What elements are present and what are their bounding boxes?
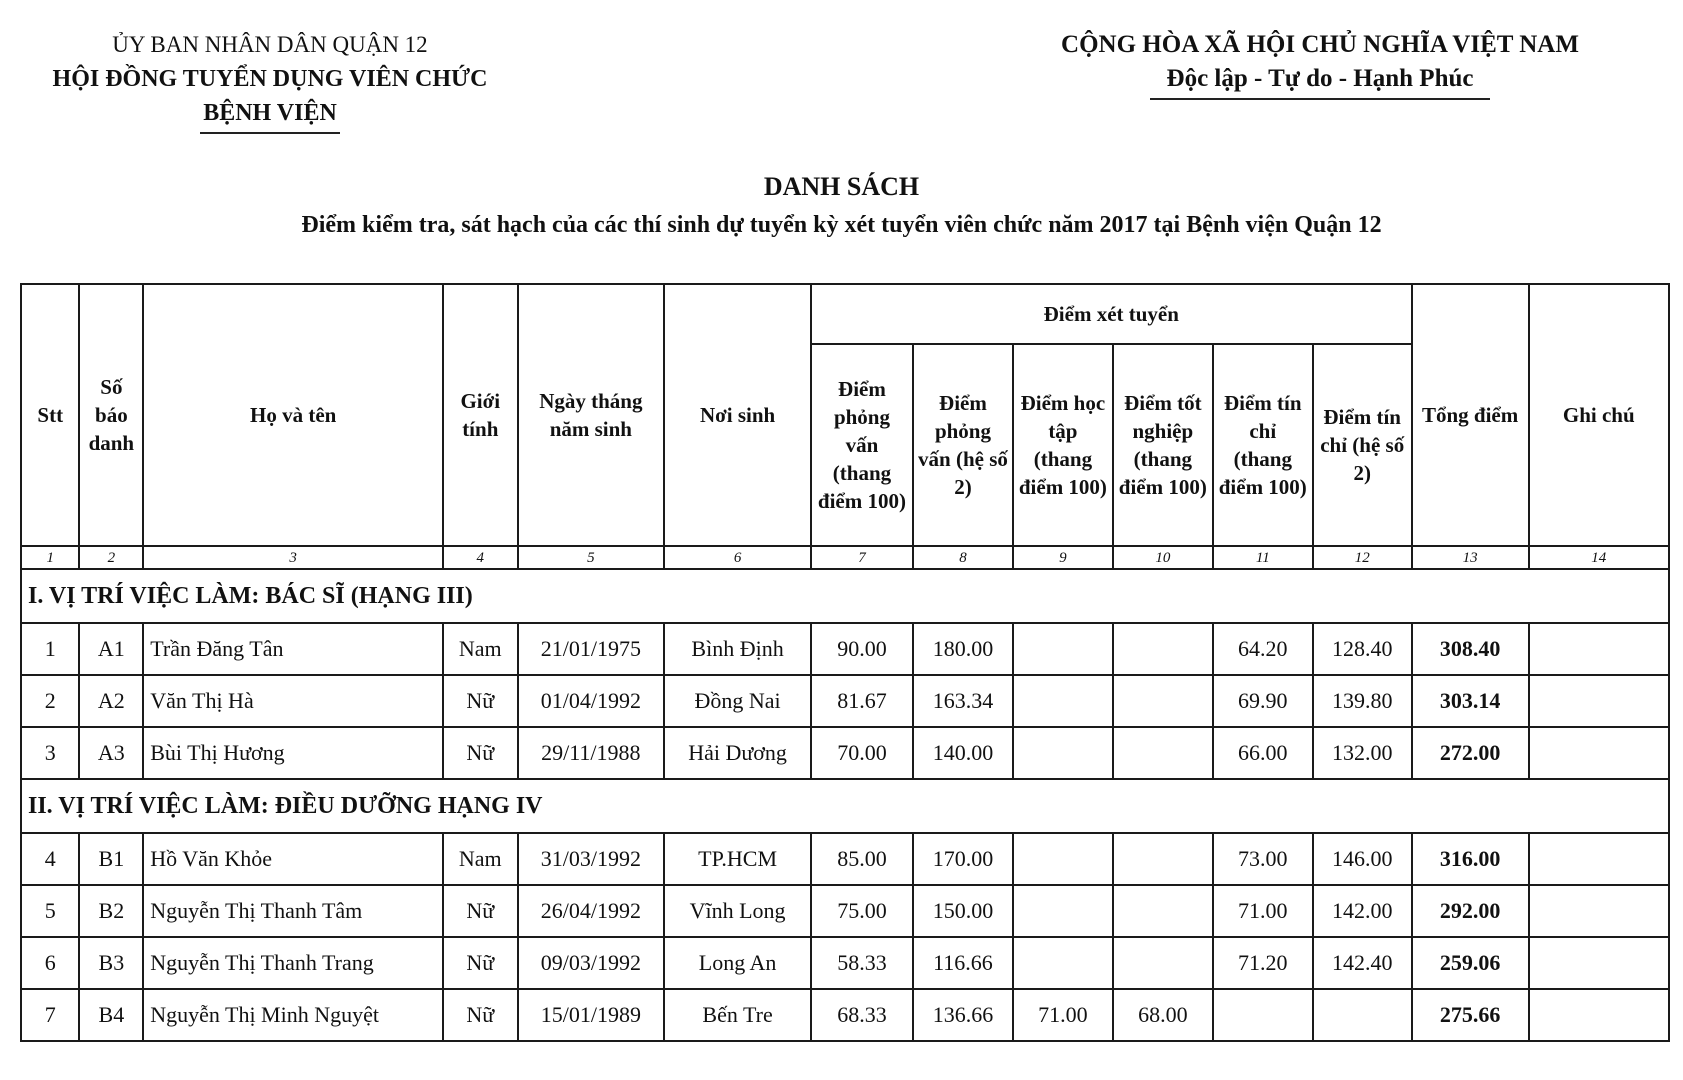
cell-birthplace: Vĩnh Long — [664, 885, 811, 937]
issuer-hospital: BỆNH VIỆN — [203, 100, 337, 126]
cell-dob: 21/01/1975 — [518, 623, 665, 675]
column-number-row — [21, 546, 1669, 569]
cell-note — [1529, 675, 1669, 727]
column-number: 11 — [1213, 546, 1313, 569]
cell-credit: 71.20 — [1213, 937, 1313, 989]
national-header — [1040, 28, 1600, 100]
cell-birthplace: TP.HCM — [664, 833, 811, 885]
cell-stt: 1 — [21, 623, 79, 675]
cell-gender: Nữ — [443, 937, 517, 989]
cell-birthplace: Hải Dương — [664, 727, 811, 779]
column-number: 2 — [79, 546, 143, 569]
column-number: 6 — [664, 546, 811, 569]
cell-interview: 70.00 — [811, 727, 913, 779]
cell-sbd: A1 — [79, 623, 143, 675]
cell-graduation — [1113, 833, 1213, 885]
header-birthplace: Nơi sinh — [664, 284, 811, 546]
cell-graduation: 68.00 — [1113, 989, 1213, 1041]
cell-dob: 15/01/1989 — [518, 989, 665, 1041]
cell-name: Văn Thị Hà — [143, 675, 443, 727]
cell-interview2: 136.66 — [913, 989, 1013, 1041]
section-row — [21, 779, 1669, 833]
national-motto: Độc lập - Tự do - Hạnh Phúc — [1166, 65, 1474, 92]
header-name: Họ và tên — [143, 284, 443, 546]
cell-study — [1013, 727, 1113, 779]
column-number: 3 — [143, 546, 443, 569]
cell-graduation — [1113, 885, 1213, 937]
cell-credit2: 142.40 — [1313, 937, 1412, 989]
cell-credit: 66.00 — [1213, 727, 1313, 779]
cell-credit2: 146.00 — [1313, 833, 1412, 885]
cell-credit: 64.20 — [1213, 623, 1313, 675]
cell-graduation — [1113, 675, 1213, 727]
cell-sbd: A2 — [79, 675, 143, 727]
header-interview: Điểm phỏng vấn (thang điểm 100) — [811, 344, 913, 546]
table-row — [21, 833, 1669, 885]
cell-total: 275.66 — [1412, 989, 1529, 1041]
cell-credit2: 142.00 — [1313, 885, 1412, 937]
cell-credit2: 139.80 — [1313, 675, 1412, 727]
cell-gender: Nam — [443, 623, 517, 675]
cell-name: Nguyễn Thị Thanh Tâm — [143, 885, 443, 937]
issuer-council: HỘI ĐỒNG TUYỂN DỤNG VIÊN CHỨC — [52, 66, 488, 92]
header-credit: Điểm tín chỉ (thang điểm 100) — [1213, 344, 1313, 546]
cell-stt: 7 — [21, 989, 79, 1041]
header-total: Tổng điểm — [1412, 284, 1529, 546]
header-interview2: Điểm phỏng vấn (hệ số 2) — [913, 344, 1013, 546]
cell-sbd: B3 — [79, 937, 143, 989]
header-credit2: Điểm tín chỉ (hệ số 2) — [1313, 344, 1412, 546]
header-study: Điểm học tập (thang điểm 100) — [1013, 344, 1113, 546]
cell-birthplace: Bến Tre — [664, 989, 811, 1041]
cell-sbd: B1 — [79, 833, 143, 885]
cell-credit: 71.00 — [1213, 885, 1313, 937]
cell-gender: Nữ — [443, 989, 517, 1041]
issuer-header — [20, 28, 520, 134]
cell-credit: 73.00 — [1213, 833, 1313, 885]
cell-birthplace: Long An — [664, 937, 811, 989]
cell-total: 316.00 — [1412, 833, 1529, 885]
section-title: I. VỊ TRÍ VIỆC LÀM: BÁC SĨ (HẠNG III) — [21, 569, 1669, 623]
cell-dob: 31/03/1992 — [518, 833, 665, 885]
cell-graduation — [1113, 937, 1213, 989]
cell-dob: 26/04/1992 — [518, 885, 665, 937]
cell-note — [1529, 885, 1669, 937]
cell-stt: 5 — [21, 885, 79, 937]
cell-interview: 85.00 — [811, 833, 913, 885]
cell-dob: 29/11/1988 — [518, 727, 665, 779]
cell-note — [1529, 989, 1669, 1041]
cell-credit2: 132.00 — [1313, 727, 1412, 779]
cell-interview: 58.33 — [811, 937, 913, 989]
cell-name: Trần Đăng Tân — [143, 623, 443, 675]
cell-interview: 90.00 — [811, 623, 913, 675]
cell-interview2: 140.00 — [913, 727, 1013, 779]
table-row — [21, 675, 1669, 727]
cell-interview2: 170.00 — [913, 833, 1013, 885]
cell-stt: 2 — [21, 675, 79, 727]
cell-credit — [1213, 989, 1313, 1041]
header-note: Ghi chú — [1529, 284, 1669, 546]
cell-stt: 3 — [21, 727, 79, 779]
cell-name: Nguyễn Thị Thanh Trang — [143, 937, 443, 989]
column-number: 1 — [21, 546, 79, 569]
cell-dob: 01/04/1992 — [518, 675, 665, 727]
cell-gender: Nữ — [443, 675, 517, 727]
cell-birthplace: Bình Định — [664, 623, 811, 675]
cell-study — [1013, 885, 1113, 937]
cell-gender: Nữ — [443, 885, 517, 937]
cell-interview: 81.67 — [811, 675, 913, 727]
table-row — [21, 727, 1669, 779]
cell-gender: Nữ — [443, 727, 517, 779]
cell-total: 272.00 — [1412, 727, 1529, 779]
header-score-group: Điểm xét tuyển — [811, 284, 1412, 344]
national-name: CỘNG HÒA XÃ HỘI CHỦ NGHĨA VIỆT NAM — [1061, 31, 1579, 58]
column-number: 13 — [1412, 546, 1529, 569]
header-graduation: Điểm tốt nghiệp (thang điểm 100) — [1113, 344, 1213, 546]
cell-name: Nguyễn Thị Minh Nguyệt — [143, 989, 443, 1041]
cell-study: 71.00 — [1013, 989, 1113, 1041]
column-number: 5 — [518, 546, 665, 569]
header-sbd: Số báo danh — [79, 284, 143, 546]
column-number: 7 — [811, 546, 913, 569]
cell-interview: 68.33 — [811, 989, 913, 1041]
cell-study — [1013, 675, 1113, 727]
header-row — [21, 284, 1669, 344]
cell-graduation — [1113, 727, 1213, 779]
cell-sbd: B2 — [79, 885, 143, 937]
cell-stt: 4 — [21, 833, 79, 885]
cell-study — [1013, 623, 1113, 675]
column-number: 8 — [913, 546, 1013, 569]
cell-gender: Nam — [443, 833, 517, 885]
cell-credit2 — [1313, 989, 1412, 1041]
column-number: 4 — [443, 546, 517, 569]
cell-interview2: 150.00 — [913, 885, 1013, 937]
column-number: 12 — [1313, 546, 1412, 569]
section-row — [21, 569, 1669, 623]
table-row — [21, 989, 1669, 1041]
cell-interview2: 116.66 — [913, 937, 1013, 989]
column-number: 10 — [1113, 546, 1213, 569]
cell-study — [1013, 937, 1113, 989]
cell-stt: 6 — [21, 937, 79, 989]
cell-total: 292.00 — [1412, 885, 1529, 937]
column-number: 14 — [1529, 546, 1669, 569]
header-stt: Stt — [21, 284, 79, 546]
cell-sbd: A3 — [79, 727, 143, 779]
cell-study — [1013, 833, 1113, 885]
issuer-underline — [200, 132, 340, 134]
cell-interview: 75.00 — [811, 885, 913, 937]
cell-note — [1529, 727, 1669, 779]
cell-graduation — [1113, 623, 1213, 675]
issuer-committee: ỦY BAN NHÂN DÂN QUẬN 12 — [112, 32, 428, 57]
column-number: 9 — [1013, 546, 1113, 569]
document-title: DANH SÁCH — [763, 172, 920, 201]
section-title: II. VỊ TRÍ VIỆC LÀM: ĐIỀU DƯỠNG HẠNG IV — [21, 779, 1669, 833]
table-row — [21, 623, 1669, 675]
cell-sbd: B4 — [79, 989, 143, 1041]
cell-note — [1529, 833, 1669, 885]
cell-name: Hồ Văn Khỏe — [143, 833, 443, 885]
motto-underline — [1150, 98, 1490, 100]
cell-note — [1529, 937, 1669, 989]
cell-birthplace: Đồng Nai — [664, 675, 811, 727]
table-row — [21, 937, 1669, 989]
table-row — [21, 885, 1669, 937]
cell-total: 308.40 — [1412, 623, 1529, 675]
header-dob: Ngày tháng năm sinh — [518, 284, 665, 546]
cell-total: 303.14 — [1412, 675, 1529, 727]
score-table — [20, 283, 1670, 1042]
cell-interview2: 163.34 — [913, 675, 1013, 727]
document-subtitle: Điểm kiểm tra, sát hạch của các thí sinh dự tuyển kỳ xét tuyển viên chức năm 2017 tại Bệnh viện Quận 12 — [301, 212, 1382, 238]
cell-credit2: 128.40 — [1313, 623, 1412, 675]
header-gender: Giới tính — [443, 284, 517, 546]
cell-credit: 69.90 — [1213, 675, 1313, 727]
cell-note — [1529, 623, 1669, 675]
cell-dob: 09/03/1992 — [518, 937, 665, 989]
cell-interview2: 180.00 — [913, 623, 1013, 675]
cell-total: 259.06 — [1412, 937, 1529, 989]
cell-name: Bùi Thị Hương — [143, 727, 443, 779]
